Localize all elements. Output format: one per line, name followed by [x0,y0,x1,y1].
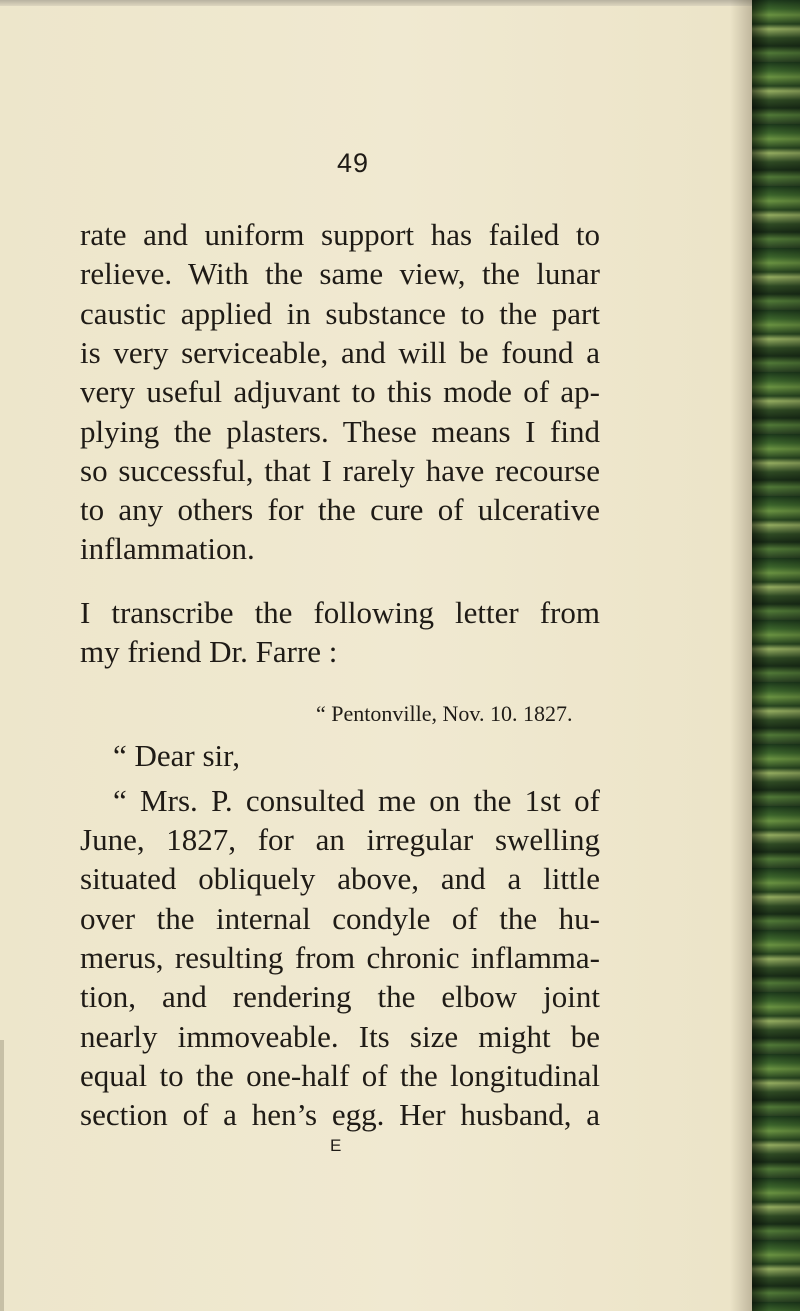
paragraph-1-line: to any others for the cure of ulcerative [80,492,600,527]
letter-line: tion, and rendering the elbow joint [80,979,600,1014]
paragraph-1-line: very useful adjuvant to this mode of ap- [80,374,600,409]
book-spine-shade [752,0,800,1311]
paragraph-1-line: caustic applied in substance to the part [80,296,600,331]
letter-line: situated obliquely above, and a little [80,861,600,896]
letter-line: over the internal condyle of the hu- [80,901,600,936]
letter-line: equal to the one-half of the longitudinal [80,1058,600,1093]
page-left-edge [0,1040,4,1311]
paragraph-1-line: rate and uniform support has failed to [80,217,600,252]
page-number: 49 [336,148,370,178]
page-gutter-shadow [730,0,752,1311]
signature-mark: E [330,1136,342,1155]
page-top-edge [0,0,760,6]
paragraph-1-line: relieve. With the same view, the lunar [80,256,600,291]
letter-line: section of a hen’s egg. Her husband, a [80,1097,600,1132]
paragraph-1-line: is very serviceable, and will be found a [80,335,600,370]
letter-salutation: “ Dear sir, [113,738,240,773]
letter-heading: “ Pentonville, Nov. 10. 1827. [316,701,573,726]
paragraph-1-line: so successful, that I rarely have recourse [80,453,600,488]
letter-line: June, 1827, for an irregular swelling [80,822,600,857]
letter-line: merus, resulting from chronic inflamma- [80,940,600,975]
paragraph-2-line: I transcribe the following letter from [80,595,600,630]
paragraph-2-line: my friend Dr. Farre : [80,634,338,669]
letter-line: “ Mrs. P. consulted me on the 1st of [113,783,600,818]
letter-line: nearly immoveable. Its size might be [80,1019,600,1054]
paragraph-1-line: inflammation. [80,531,255,566]
paragraph-1-line: plying the plasters. These means I find [80,414,600,449]
